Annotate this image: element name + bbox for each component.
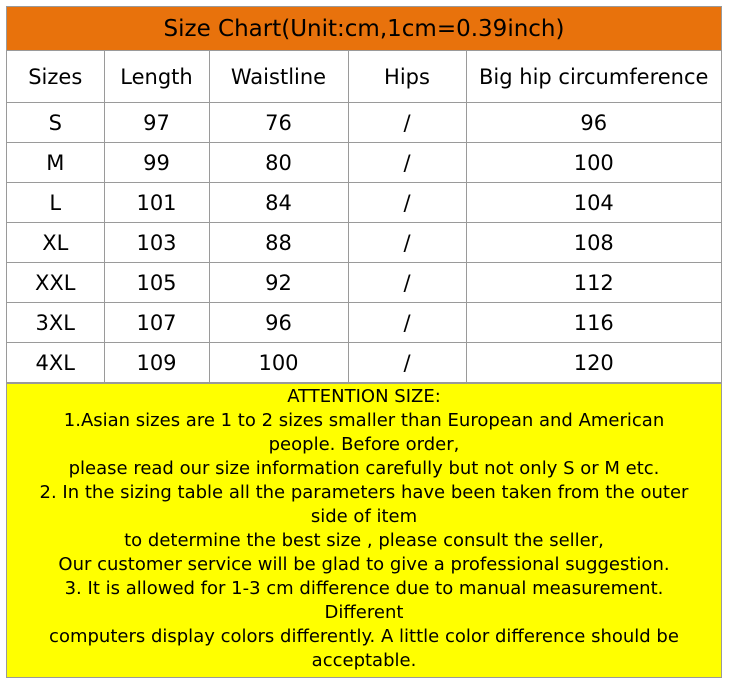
cell-hips: / — [348, 183, 466, 223]
cell-waistline: 84 — [209, 183, 348, 223]
attention-line: people. Before order, — [268, 434, 460, 455]
cell-waistline: 96 — [209, 303, 348, 343]
attention-line: computers display colors differently. A little color difference should be — [49, 626, 679, 647]
table-row — [7, 303, 721, 343]
table-row — [7, 223, 721, 263]
cell-waistline: 76 — [209, 103, 348, 143]
attention-line: acceptable. — [311, 650, 417, 671]
cell-big-hip: 100 — [466, 143, 721, 183]
cell-length: 97 — [104, 103, 209, 143]
cell-hips: / — [348, 143, 466, 183]
cell-big-hip: 104 — [466, 183, 721, 223]
cell-big-hip: 112 — [466, 263, 721, 303]
cell-length: 99 — [104, 143, 209, 183]
attention-line: Different — [324, 602, 404, 623]
attention-heading: ATTENTION SIZE: — [287, 386, 441, 407]
size-table — [7, 51, 721, 383]
cell-hips: / — [348, 303, 466, 343]
header-sizes: Sizes — [7, 51, 104, 103]
cell-size: XL — [7, 223, 104, 263]
cell-length: 103 — [104, 223, 209, 263]
cell-hips: / — [348, 223, 466, 263]
cell-big-hip: 96 — [466, 103, 721, 143]
cell-length: 109 — [104, 343, 209, 383]
cell-waistline: 88 — [209, 223, 348, 263]
cell-size: L — [7, 183, 104, 223]
cell-length: 105 — [104, 263, 209, 303]
cell-big-hip: 116 — [466, 303, 721, 343]
header-length: Length — [104, 51, 209, 103]
attention-line: to determine the best size , please consult the seller, — [124, 530, 604, 551]
cell-hips: / — [348, 263, 466, 303]
cell-hips: / — [348, 343, 466, 383]
attention-notice — [7, 383, 721, 677]
chart-title: Size Chart(Unit:cm,1cm=0.39inch) — [7, 7, 721, 51]
header-waistline: Waistline — [209, 51, 348, 103]
cell-size: XXL — [7, 263, 104, 303]
cell-big-hip: 108 — [466, 223, 721, 263]
cell-waistline: 100 — [209, 343, 348, 383]
table-row — [7, 343, 721, 383]
table-row — [7, 103, 721, 143]
attention-line: please read our size information carefully but not only S or M etc. — [68, 458, 660, 479]
cell-size: M — [7, 143, 104, 183]
cell-waistline: 80 — [209, 143, 348, 183]
header-hips: Hips — [348, 51, 466, 103]
cell-length: 107 — [104, 303, 209, 343]
header-big-hip-circumference: Big hip circumference — [466, 51, 721, 103]
table-row — [7, 183, 721, 223]
attention-line: Our customer service will be glad to give a professional suggestion. — [58, 554, 670, 575]
cell-big-hip: 120 — [466, 343, 721, 383]
cell-size: 4XL — [7, 343, 104, 383]
size-chart — [6, 6, 722, 678]
attention-line: side of item — [310, 506, 418, 527]
cell-size: S — [7, 103, 104, 143]
cell-size: 3XL — [7, 303, 104, 343]
attention-line: 1.Asian sizes are 1 to 2 sizes smaller than European and American — [63, 410, 665, 431]
header-row — [7, 51, 721, 103]
cell-hips: / — [348, 103, 466, 143]
table-row — [7, 263, 721, 303]
cell-waistline: 92 — [209, 263, 348, 303]
attention-line: 3. It is allowed for 1-3 cm difference due to manual measurement. — [64, 578, 664, 599]
table-row — [7, 143, 721, 183]
attention-line: 2. In the sizing table all the parameters have been taken from the outer — [39, 482, 689, 503]
cell-length: 101 — [104, 183, 209, 223]
